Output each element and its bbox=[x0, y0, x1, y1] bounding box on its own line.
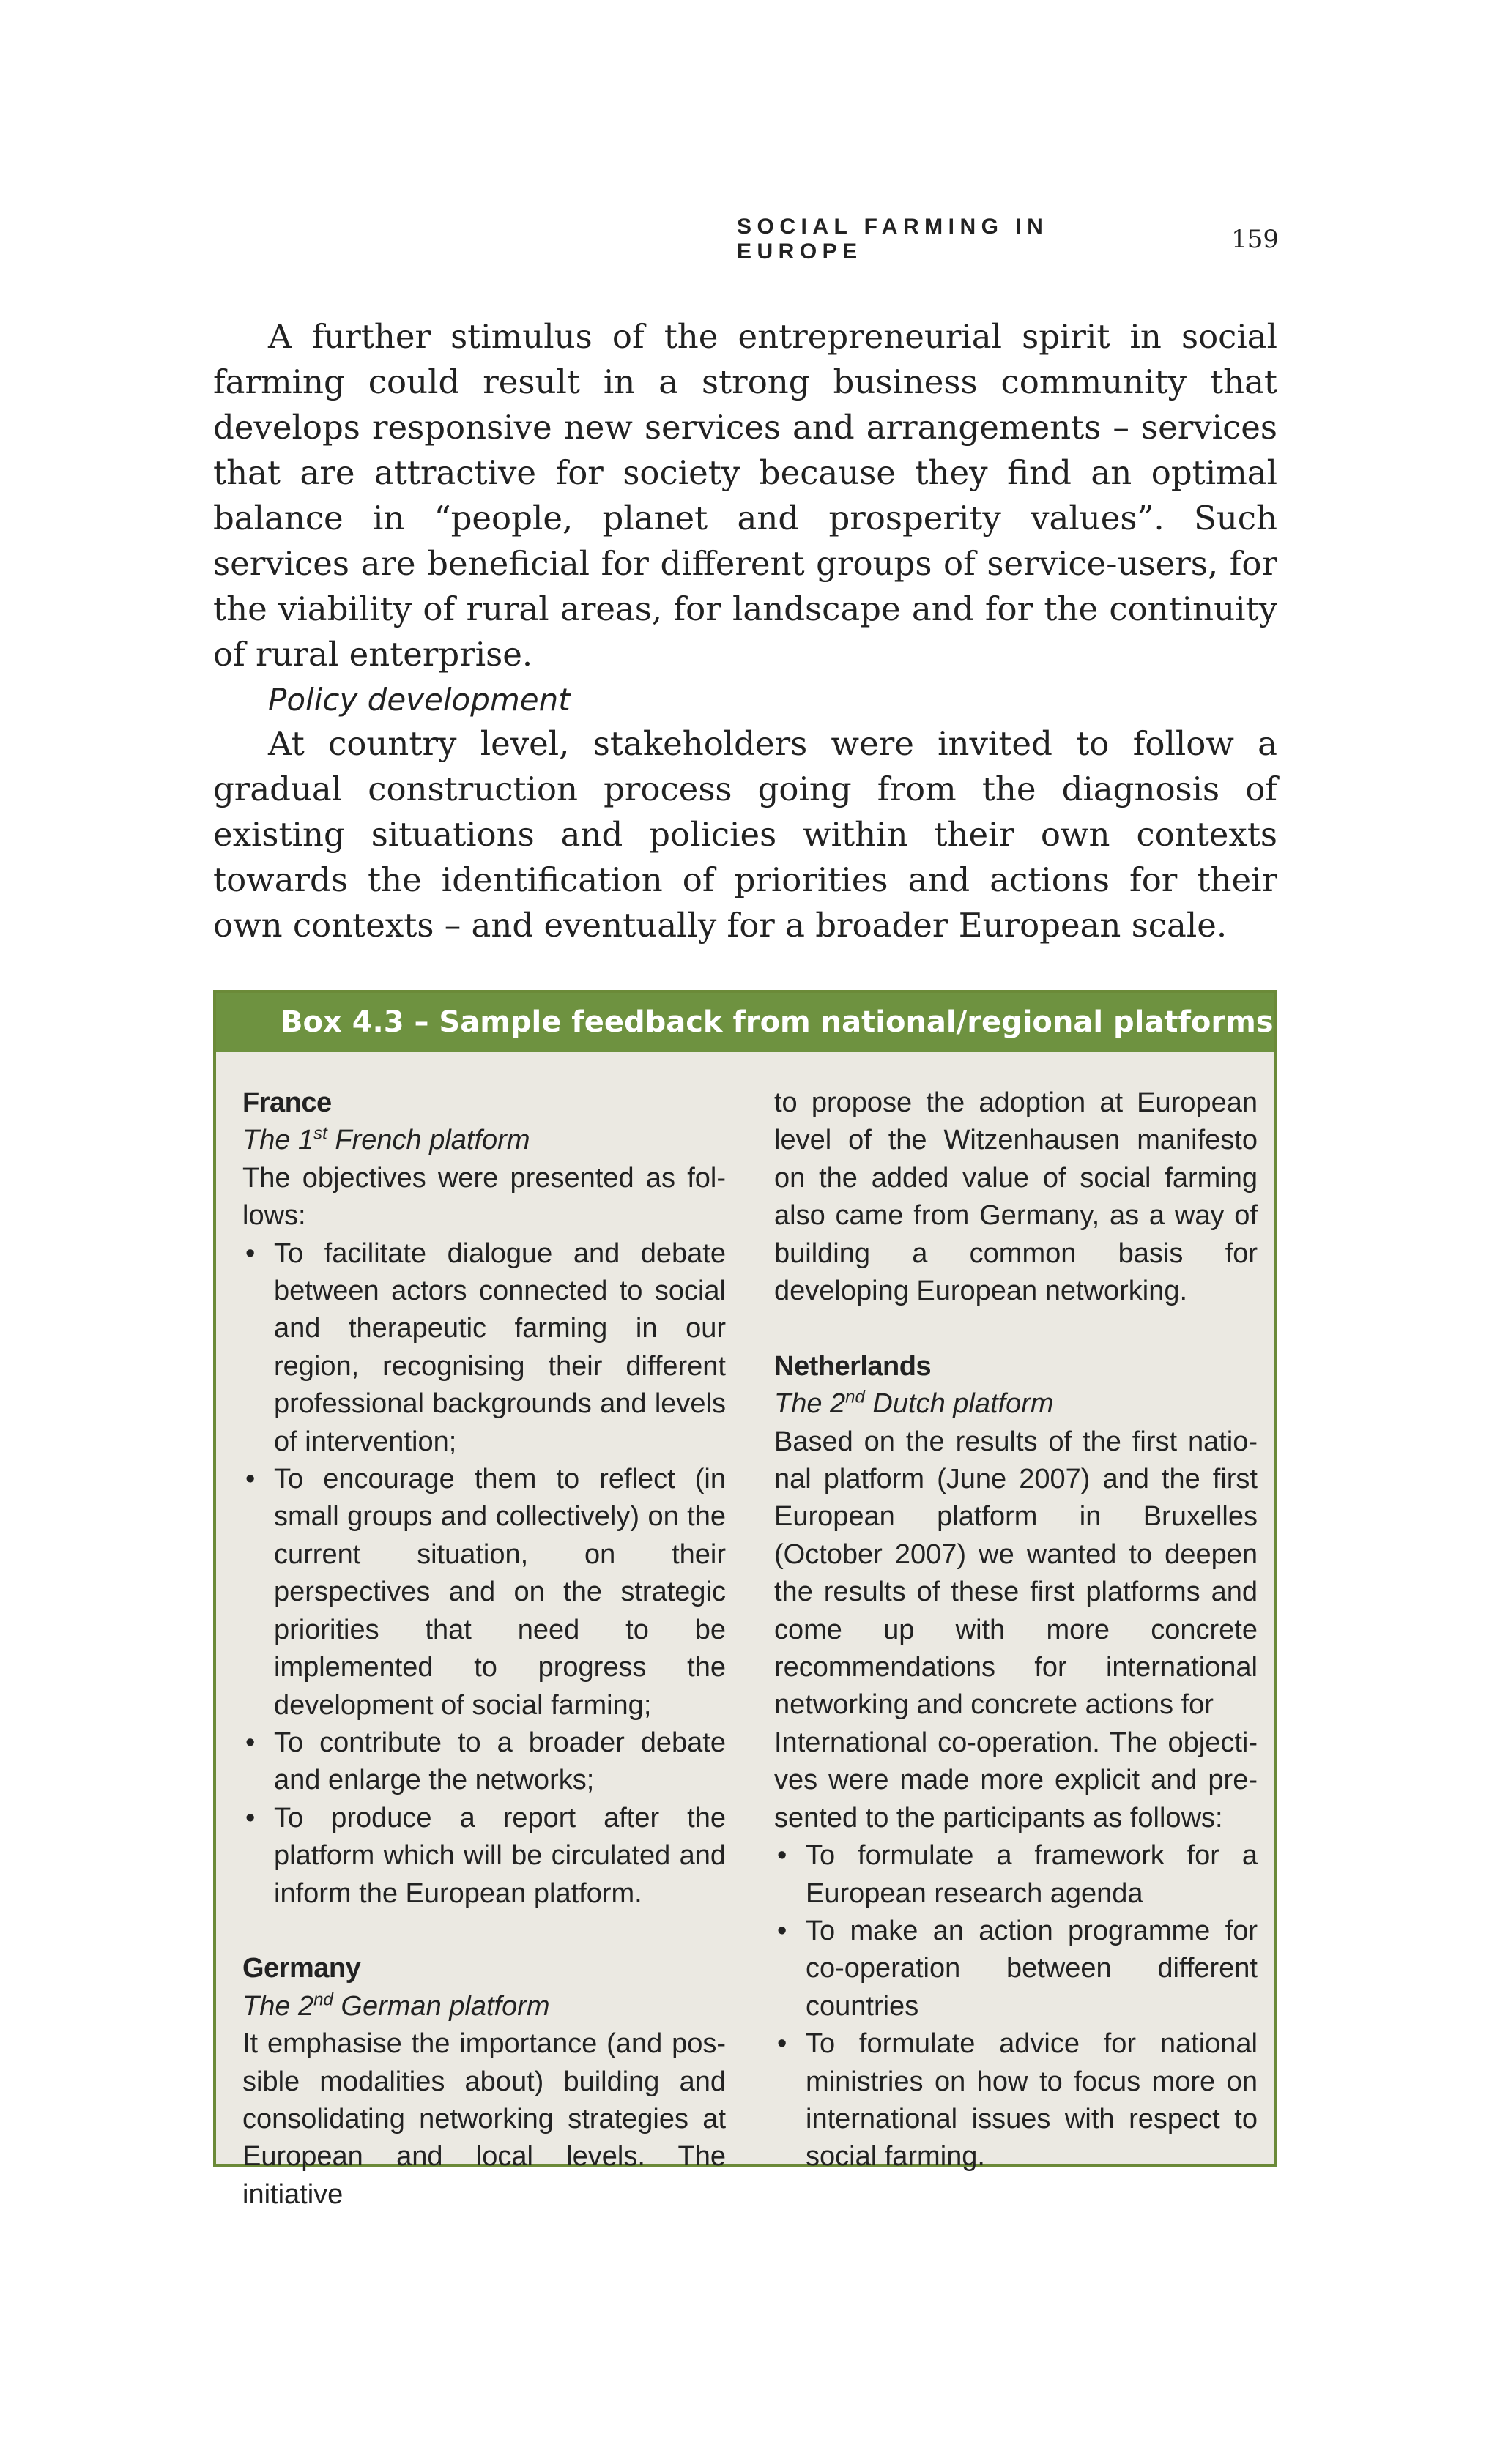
france-intro: The objectives were presented as follows: bbox=[242, 1162, 726, 1232]
box-left-column bbox=[242, 1084, 726, 2214]
subheading-text: French platform bbox=[327, 1125, 530, 1156]
list-item: • To contribute to a broader debate and enlarge the networks; bbox=[242, 1724, 726, 1800]
platform-subheading-france bbox=[242, 1122, 726, 1159]
page-number: 159 bbox=[1231, 225, 1279, 254]
subheading-ordinal: nd bbox=[845, 1387, 865, 1407]
body-paragraph-2: At country level, stakeholders were invited to follow a gradual construction process going from the diagnosis of existing situations and policies within their own contexts towards the identification of priorities and actions for their own contexts – and eventually for a broader European scale. bbox=[213, 724, 1277, 945]
list-item: • To make an action programme for co-operation between different countries bbox=[774, 1913, 1258, 2025]
subheading-text: The 1 bbox=[242, 1125, 314, 1156]
netherlands-text-2: International co-operation. The objectives were made more explicit and presented to the participants as follows: bbox=[774, 1727, 1258, 1834]
subheading-ordinal: st bbox=[313, 1123, 327, 1144]
body-paragraph-1: A further stimulus of the entrepreneurial spirit in social farming could result in a strong business community that develops responsive new services and arrangements – services that are attractive for society because they find an optimal balance in “people, planet and prosperity values”. Such services are beneficial for different groups of service-users, for the viability of rural areas, for landscape and for the continuity of rural enterprise. bbox=[213, 317, 1277, 674]
netherlands-objectives-list bbox=[774, 1837, 1258, 2176]
spacer bbox=[774, 1310, 1258, 1347]
subheading-ordinal: nd bbox=[313, 1990, 333, 2010]
spacer bbox=[242, 1913, 726, 1950]
platform-subheading-germany bbox=[242, 1988, 726, 2025]
country-heading-germany: Germany bbox=[242, 1953, 361, 1984]
subheading-text: German platform bbox=[333, 1990, 550, 2022]
germany-text: It emphasise the importance (and possible modalities about) building and consolidating networking strategies at European and local levels. The initiative bbox=[242, 2028, 726, 2210]
netherlands-text: Based on the results of the first national platform (June 2007) and the first European platform in Bruxelles (October 2007) we wanted to deepen the results of these first platforms and come up with more concrete recommendations for international networking and concrete actions for bbox=[774, 1426, 1258, 1721]
section-heading: Policy development bbox=[268, 682, 571, 718]
feedback-box bbox=[213, 990, 1277, 2210]
subheading-text: The 2 bbox=[774, 1388, 846, 1420]
subheading-text: Dutch platform bbox=[864, 1388, 1054, 1420]
box-right-column bbox=[774, 1084, 1258, 2176]
country-heading-france: France bbox=[242, 1087, 332, 1118]
subheading-text: The 2 bbox=[242, 1990, 314, 2022]
list-item: • To formulate a framework for a European research agenda bbox=[774, 1837, 1258, 1913]
list-item: • To produce a report after the platform which will be circulated and inform the European platform. bbox=[242, 1800, 726, 1913]
running-title: SOCIAL FARMING IN EUROPE bbox=[737, 215, 1049, 264]
list-item: • To formulate advice for national ministries on how to focus more on international issues with respect to social farming. bbox=[774, 2025, 1258, 2176]
running-header bbox=[737, 215, 1279, 264]
germany-text-continued: to propose the adoption at European level of the Witzenhausen manifesto on the added value of social farming also came from Germany, as a way of building a common basis for developing European networking. bbox=[774, 1087, 1258, 1307]
list-item: • To encourage them to reflect (in small groups and collectively) on the current situation, on their perspectives and on the strategic priorities that need to be implemented to progress the development of social farming; bbox=[242, 1461, 726, 1724]
platform-subheading-netherlands bbox=[774, 1385, 1258, 1423]
box-title: Box 4.3 – Sample feedback from national/regional platforms bbox=[216, 993, 1274, 1052]
france-objectives-list bbox=[242, 1235, 726, 1913]
country-heading-netherlands: Netherlands bbox=[774, 1350, 932, 1382]
list-item: • To facilitate dialogue and debate between actors connected to social and therapeutic farming in our region, recognising their different professional backgrounds and levels of intervention; bbox=[242, 1235, 726, 1461]
